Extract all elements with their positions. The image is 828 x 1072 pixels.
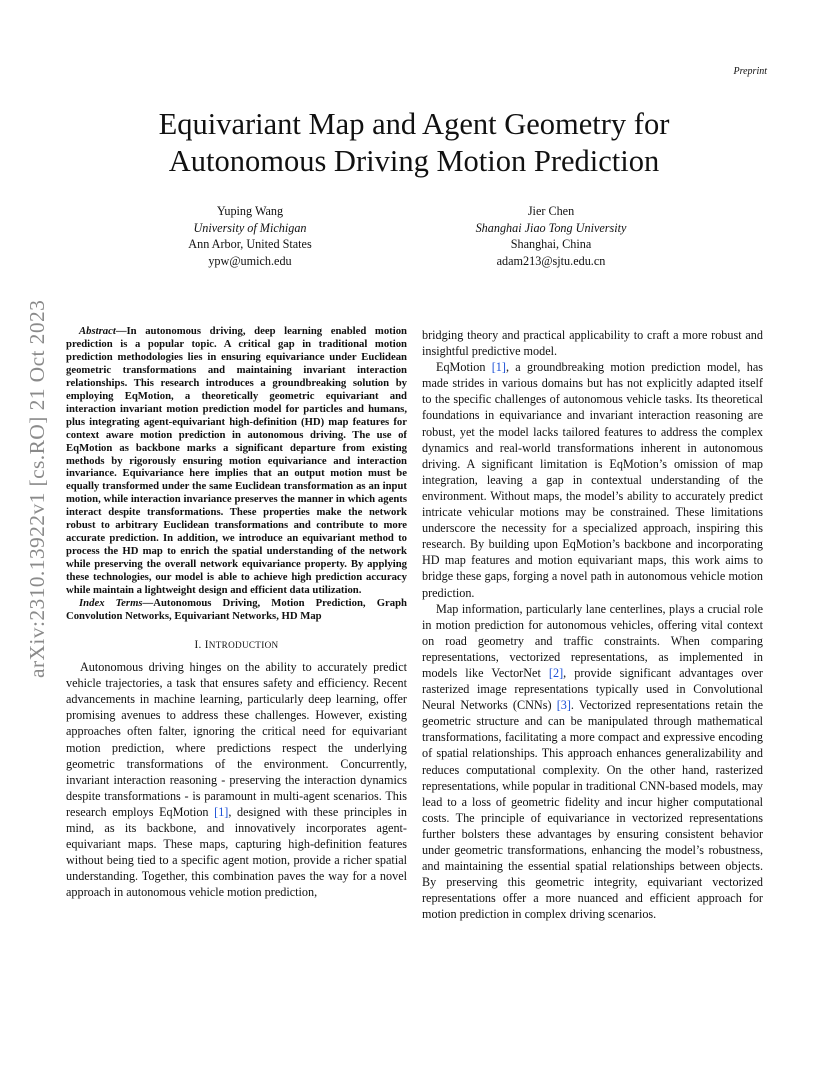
author-email: adam213@sjtu.edu.cn bbox=[496, 253, 606, 268]
author-email: ypw@umich.edu bbox=[208, 253, 292, 268]
author-name: Yuping Wang bbox=[216, 204, 284, 218]
abstract-lead: Abstract bbox=[79, 325, 116, 337]
section-rest: NTRODUCTION bbox=[208, 640, 279, 651]
author-block-2 bbox=[421, 203, 681, 269]
preprint-label: Preprint bbox=[733, 66, 767, 77]
author-location: Shanghai, China bbox=[510, 237, 592, 251]
author-affiliation: Shanghai Jiao Tong University bbox=[475, 220, 627, 235]
intro-paragraph-1 bbox=[66, 659, 407, 900]
title-line-2: Autonomous Driving Motion Prediction bbox=[168, 144, 660, 178]
index-terms-lead: Index Terms bbox=[79, 597, 143, 610]
author-affiliation: University of Michigan bbox=[193, 220, 307, 235]
text-run: , designed with these principles in mind, as its backbone, and innovatively incorporates agent-equivariant maps. These maps, capturing high-definition features without being tied to a specific agent motion, provide a richer spatial understanding. Together, this combination paves the way for a novel approach in autonomous vehicle motion prediction, bbox=[66, 804, 407, 900]
right-column bbox=[422, 327, 763, 922]
citation-link[interactable]: [1] bbox=[214, 804, 229, 819]
section-first-letter: I bbox=[204, 639, 209, 652]
text-run: EqMotion bbox=[436, 360, 492, 375]
abstract-text: —In autonomous driving, deep learning enabled motion prediction is a popular topic. A critical gap in traditional motion prediction methodologies lies in ensuring equivariance under Euclidean geometric transformations and maintaining invariant interaction relationships. This research introduces a groundbreaking solution by employing EqMotion, a theoretically geometric equivariant and interaction invariant motion prediction model for particles and humans, plus integrating agent-equivariant high-definition (HD) map features for context aware motion prediction in autonomous driving. The use of EqMotion as backbone marks a significant departure from existing methods by rigorously ensuring motion equivariance and interaction invariance. Equivariance here implies that an output motion must be equally transformed under the same Euclidean transformation as an input motion, while interaction invariance preserves the manner in which agents interact despite transformations. These properties make the network robust to arbitrary Euclidean transformations and contribute to more accurate prediction. In addition, we introduce an equivariant method to process the HD map to enrich the spatial understanding of the network while preserving the overall network equivariance property. By applying these technologies, our model is able to achieve high prediction accuracy while maintain a lightweight design and efficient data utilization. bbox=[66, 325, 407, 597]
arxiv-sidebar bbox=[18, 288, 58, 678]
author-block-1 bbox=[120, 203, 380, 269]
arxiv-identifier: arXiv:2310.13922v1 [cs.RO] 21 Oct 2023 bbox=[25, 299, 49, 678]
section-heading-introduction bbox=[66, 637, 407, 653]
citation-link[interactable]: [3] bbox=[556, 698, 571, 713]
left-column bbox=[66, 325, 407, 901]
section-numeral: I. bbox=[194, 639, 205, 652]
index-terms-text: —Autonomous Driving, Motion Prediction, Graph Convolution Networks, Equivariant Networks, HD Map bbox=[66, 597, 407, 623]
map-paragraph bbox=[422, 601, 763, 923]
text-run: Map information, particularly lane centerlines, plays a crucial role in motion prediction for autonomous vehicles, offering vital context on road geometry and traffic constraints. When comparing representations, vectorized representations, as implemented in models like VectorNet bbox=[422, 601, 763, 680]
abstract bbox=[66, 325, 407, 597]
author-name: Jier Chen bbox=[527, 204, 575, 218]
author-location: Ann Arbor, United States bbox=[188, 237, 312, 251]
title-line-1: Equivariant Map and Agent Geometry for bbox=[158, 107, 670, 141]
text-run: Autonomous driving hinges on the ability to accurately predict vehicle trajectories, a task that ensures safety and efficiency. Recent advancements in machine learning, particularly deep learning, offer promising avenues to address these challenges. However, existing approaches often falter, ignoring the critical need for equivariant motion prediction, where predictions respect the underlying geometric transformations of the environment. Concurrently, invariant interaction reasoning - preserving the interaction dynamics despite transformations - is paramount in multi-agent scenarios. This research employs EqMotion bbox=[66, 660, 407, 819]
index-terms bbox=[66, 597, 407, 623]
intro-paragraph-continued: bridging theory and practical applicability to craft a more robust and insightful predictive model. bbox=[422, 328, 763, 359]
text-run: , a groundbreaking motion prediction model, has made strides in various domains but has not explicitly adapted itself to the specific challenges of autonomous vehicle tasks. Its theoretical foundations in equivariance and invariant interaction reasoning are robust, yet the model lacks tailored features to address the complex dynamics and real-world transformations inherent in autonomous driving. A significant limitation is EqMotion’s omission of map integration, leaving a gap in contextual understanding of the environment. Without maps, the model’s ability to accurately predict intricate vehicular motions may be constrained. These limitations underscore the necessity for a specialized approach, inspiring this research. By building upon EqMotion’s backbone and incorporating HD map features and motion equivariant maps, this work aims to bridge these gaps, forging a novel path in autonomous vehicle motion prediction. bbox=[422, 360, 763, 600]
citation-link[interactable]: [2] bbox=[548, 665, 564, 680]
paper-title bbox=[100, 106, 728, 180]
eqmotion-paragraph bbox=[422, 359, 763, 600]
text-run: . Vectorized representations retain the geometric structure and can be manipulated through mathematical transformations, facilitating a more compact and expressive encoding of spatial relationships. This approach enhances generalizability and reduces computational complexity. On the other hand, rasterized representations, while popular in traditional CNN-based models, may lead to a loss of geometric fidelity and incur higher computational costs. The principle of equivariance in vectorized representations further bolsters these advantages by ensuring consistent behavior under geometric transformations, enhancing the model’s robustness, and maintaining the essential spatial relationships between objects. By preserving this geometric integrity, equivariant vectorized representations offer a more nuanced and efficient approach for motion prediction in complex driving scenarios. bbox=[422, 698, 764, 922]
text-run: , provide significant advantages over rasterized image representations typically used in Convolutional Neural Networks (CNNs) bbox=[422, 665, 763, 713]
citation-link[interactable]: [1] bbox=[491, 360, 506, 375]
